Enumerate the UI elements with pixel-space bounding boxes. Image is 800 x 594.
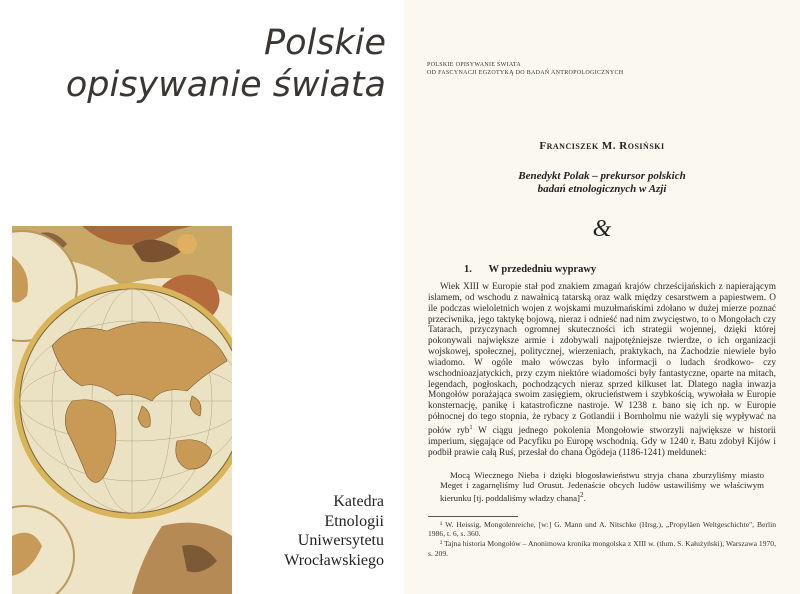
footnote-ref-2: 2 — [579, 490, 584, 500]
section-number: 1. — [464, 264, 472, 275]
institution-name — [236, 492, 384, 570]
cover-title-line1: Polskie — [263, 23, 386, 63]
running-head-line1: POLSKIE OPISYWANIE ŚWIATA — [427, 62, 522, 68]
body-paragraph — [428, 282, 776, 459]
running-head — [427, 61, 623, 77]
footnote-ref-1: 1 — [469, 424, 473, 431]
footnote-divider — [428, 516, 518, 517]
institution-line4: Wrocławskiego — [284, 551, 384, 569]
body-paragraph-part1: Wiek XIII w Europie stał pod znakiem zmagań krajów chrześcijańskich z napierającym islamem, od wschodu z nawałnicą tatarską oraz walk między cesarstwem a papiestwem. O ile podczas wieloletnich wojen z wojskami muzułmańskimi zdołano w dużej mierze poznać przeciwnika, jego taktykę bojową, nieraz i odnieść nad nim zwycięstwo, to o Mongołach czy Tatarach, przyczynach ogromnej skuteczności ich strategii wojennej, dzięki której pokonywali największe armie i zdobywali najpotężniejsze twierdze, o ich organizacji wojskowej, społecznej, politycznej, wierzeniach, praktykach, na Zachodzie niewiele było wiadomo. W ogóle mało wówczas było informacji o ludach środkowo- czy wschodnioazjatyckich, przy czym niektóre wiadomości były fantastyczne, oparte na mitach, legendach, pogłoskach, pochodzących nieraz sprzed kilkuset lat. Dlatego nagła inwazja Mongołów porażająca swoim zasięgiem, okrucieństwem i szybkością, wywołała w Europie konsternację, panikę i katastroficzne nastroje. W 1238 r. bano się ich np. w Europie północnej do tego stopnia, że rybacy z Gotlandii i Bornholmu nie ważyli się wypływać na połów ryb — [428, 282, 776, 437]
footnotes — [428, 520, 776, 559]
section-heading — [464, 264, 596, 275]
footnote-1: ¹ W. Heissig, Mongolenreiche, [w:] G. Mann und A. Nitschke (Hrsg.), „Propyläen Weltgeschichte", Berlin 1986, t. 6, s. 360. — [428, 520, 776, 539]
world-map-engraving — [12, 226, 232, 594]
institution-line3: Uniwersytetu — [297, 532, 384, 549]
cover-title-line2: opisywanie świata — [65, 65, 386, 105]
right-page — [404, 0, 800, 594]
footnote-2: ² Tajna historia Mongołów – Anonimowa kronika mongolska z XIII w. (tłum. S. Kałużyński), Warszawa 1970, s. 209. — [428, 539, 776, 558]
article-title-line2: badań etnologicznych w Azji — [537, 183, 667, 195]
cover-title — [14, 22, 386, 106]
running-head-line2: OD FASCYNACJI EGZOTYKĄ DO BADAŃ ANTROPOLOGICZNYCH — [427, 70, 624, 76]
article-body — [428, 282, 776, 459]
institution-line2: Etnologii — [324, 512, 384, 530]
world-map-illustration — [12, 226, 232, 594]
article-title — [464, 170, 740, 196]
institution-line1: Katedra — [333, 493, 384, 510]
section-title: W przededniu wyprawy — [488, 264, 597, 275]
quote-end: . — [583, 493, 586, 504]
block-quote — [440, 470, 764, 504]
article-title-line1: Benedykt Polak – prekursor polskich — [518, 170, 686, 182]
ampersand-ornament-icon: & — [592, 216, 612, 242]
body-paragraph-part2: W ciągu jednego pokolenia Mongołowie stworzyli największe w historii imperium, sięgające od Pacyfiku po Europę wschodnią. Gdy w 1240 r. Batu zdobył Kijów i podbił prawie całą Ruś, przesłał do chana Ögödeja (1186-1241) meldunek: — [428, 426, 776, 458]
quote-text: Mocą Wiecznego Nieba i dzięki błogosławieństwu stryja chana zburzyliśmy miasto Meget i zagarnęliśmy lud Orusut. Jedenaście obcych ludów ustawiliśmy we właściwym kierunku [tj. poddaliśmy władzy chana] — [440, 470, 764, 504]
article-author: Franciszek M. Rosiński — [539, 140, 665, 152]
